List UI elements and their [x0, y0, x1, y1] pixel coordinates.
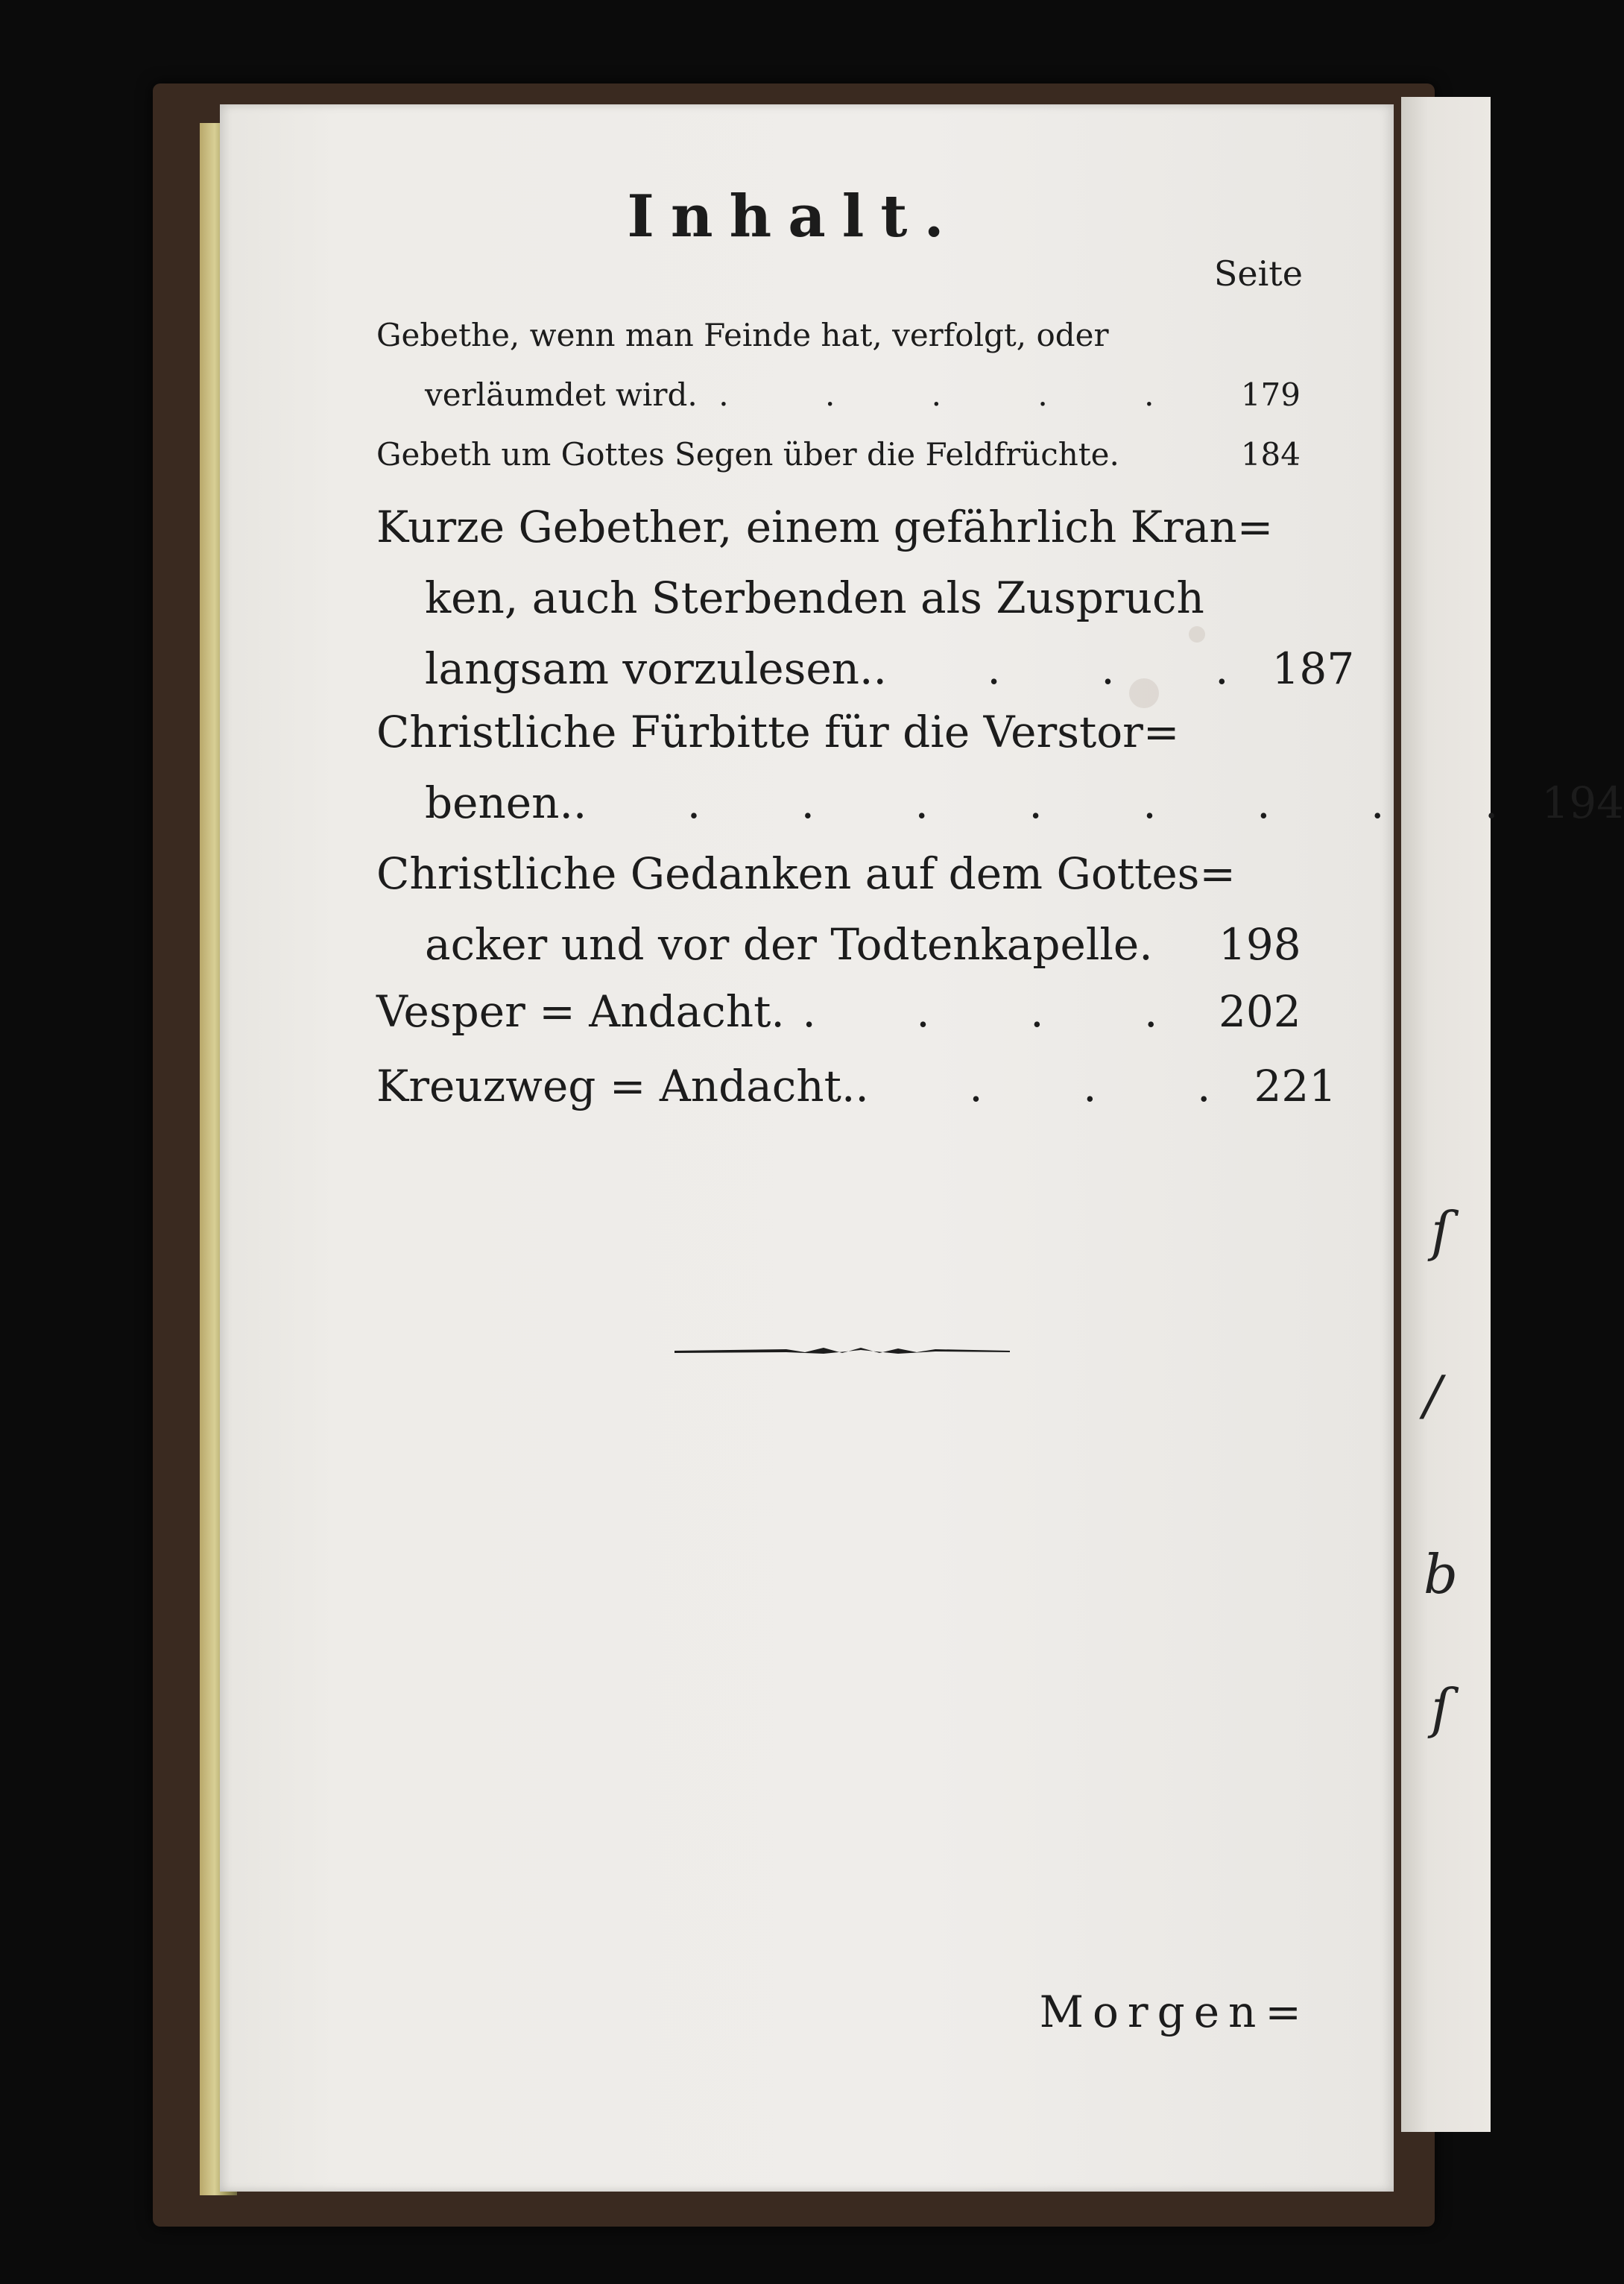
toc-page-number: 179 — [1240, 376, 1301, 413]
handwriting-mark: ſ — [1431, 1677, 1451, 1740]
toc-entry-text: langsam vorzulesen. — [425, 643, 873, 694]
handwriting-mark: / — [1424, 1364, 1442, 1427]
handwriting-mark: b — [1424, 1543, 1459, 1606]
leader-dots: . . . . . — [718, 376, 1198, 413]
toc-entry-text: Gebethe, wenn man Feinde hat, verfolgt, oder — [376, 317, 1109, 353]
toc-line — [376, 492, 1301, 563]
leader-dots: . . . . — [802, 986, 1201, 1037]
toc-line — [376, 563, 1301, 634]
toc-line — [376, 768, 1624, 839]
toc-line — [376, 909, 1301, 980]
toc-entry-text: Christliche Fürbitte für die Verstor= — [376, 707, 1180, 757]
toc-entry-text: Christliche Gedanken auf dem Gottes= — [376, 848, 1236, 899]
toc-entry-text: Vesper = Andacht. — [376, 986, 785, 1037]
toc-entry-text: Gebeth um Gottes Segen über die Feldfrüchte. — [376, 436, 1119, 473]
toc-entry — [376, 839, 1301, 980]
toc-entry-text: acker und vor der Todtenkapelle. — [425, 919, 1153, 970]
toc-entry-text: Kreuzweg = Andacht. — [376, 1061, 856, 1111]
toc-line — [376, 1051, 1337, 1122]
toc-entry-text: benen. — [425, 777, 573, 828]
toc-line — [376, 425, 1301, 485]
toc-page-number: 198 — [1219, 919, 1301, 970]
toc-page-number: 184 — [1240, 436, 1301, 473]
page-column-header: Seite — [1213, 253, 1303, 294]
toc-line — [376, 365, 1301, 425]
toc-page-number: 187 — [1271, 643, 1355, 694]
toc-entry — [376, 1051, 1337, 1122]
toc-line — [376, 839, 1301, 909]
decorative-rule — [674, 1346, 1010, 1356]
adjacent-page — [1401, 97, 1491, 2132]
toc-entry — [376, 492, 1355, 704]
toc-entry-text: ken, auch Sterbenden als Zuspruch — [425, 572, 1204, 623]
toc-line — [376, 306, 1301, 365]
toc-entry-text: verläumdet wird. — [425, 376, 698, 413]
leader-dots: . . . . — [855, 1061, 1254, 1111]
leader-dots: . . . . — [873, 643, 1272, 694]
toc-entry — [376, 306, 1301, 425]
toc-line — [376, 697, 1301, 768]
toc-page-number: 221 — [1254, 1061, 1337, 1111]
toc-entry — [376, 977, 1301, 1047]
catchword: Morgen= — [1039, 1987, 1310, 2037]
toc-entry — [376, 425, 1301, 485]
toc-line — [376, 977, 1301, 1047]
handwriting-mark: ſ — [1431, 1200, 1451, 1263]
page-title: Inhalt. — [627, 183, 961, 250]
leader-dots: . . . . . . . . . — [572, 777, 1542, 828]
toc-line — [376, 634, 1355, 704]
toc-entry — [376, 697, 1624, 839]
toc-page-number: 202 — [1219, 986, 1301, 1037]
toc-entry-text: Kurze Gebether, einem gefährlich Kran= — [376, 502, 1274, 552]
toc-page-number: 194 — [1541, 777, 1624, 828]
